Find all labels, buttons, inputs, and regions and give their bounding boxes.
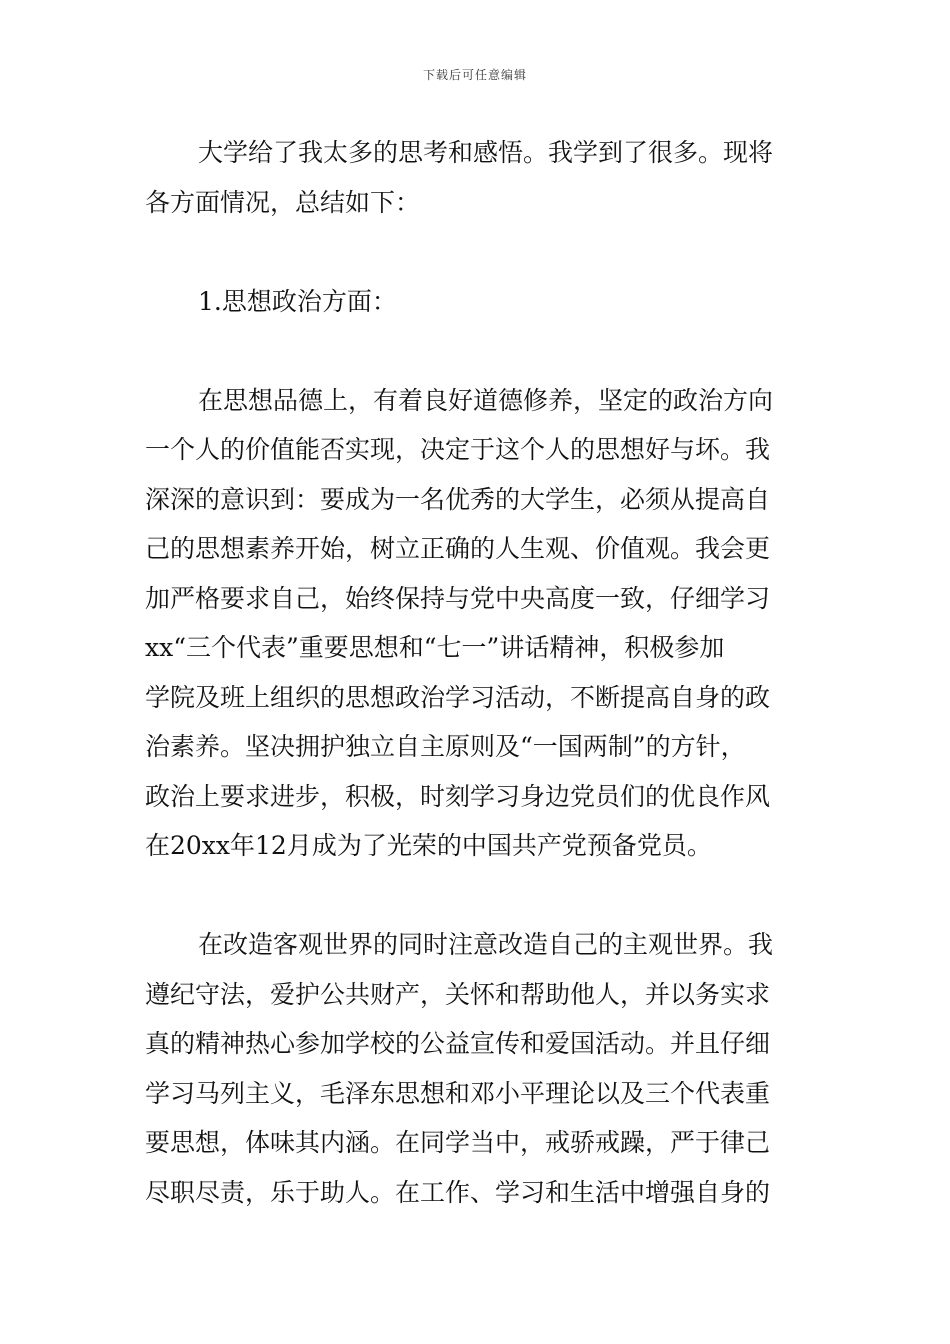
paragraph-3-line-8: 治素养。坚决拥护独立自主原则及“一国两制”的方针， xyxy=(145,732,746,761)
paragraph-3-line-7: 学院及班上组织的思想政治学习活动，不断提高自身的政 xyxy=(145,682,771,712)
paragraph-3-line-3: 深深的意识到：要成为一名优秀的大学生，必须从提高自 xyxy=(145,484,771,514)
paragraph-4-line-1: 在改造客观世界的同时注意改造自己的主观世界。我 xyxy=(198,930,774,959)
document-body xyxy=(145,128,810,1217)
paragraph-3-line-6: xx“三个代表”重要思想和“七一”讲话精神，积极参加 xyxy=(145,633,725,662)
paragraph-3-line-5: 加严格要求自己，始终保持与党中央高度一致，仔细学习 xyxy=(145,583,771,613)
paragraph-3-line-4: 己的思想素养开始，树立正确的人生观、价值观。我会更 xyxy=(145,534,771,563)
paragraph-1-line-2: 各方面情况，总结如下： xyxy=(145,187,421,217)
section-heading: 1.思想政治方面： xyxy=(198,286,397,316)
page-header: 下载后可任意编辑 xyxy=(422,68,527,82)
paragraph-4-line-6: 尽职尽责，乐于助人。在工作、学习和生活中增强自身的 xyxy=(145,1177,771,1207)
paragraph-4-line-4: 学习马列主义，毛泽东思想和邓小平理论以及三个代表重 xyxy=(145,1078,771,1108)
paragraph-4-line-3: 真的精神热心参加学校的公益宣传和爱国活动。并且仔细 xyxy=(145,1029,771,1058)
paragraph-3-line-2: 一个人的价值能否实现，决定于这个人的思想好与坏。我 xyxy=(145,435,771,464)
paragraph-4-line-5: 要思想，体味其内涵。在同学当中，戒骄戒躁，严于律己 xyxy=(145,1128,771,1157)
paragraph-1-line-1: 大学给了我太多的思考和感悟。我学到了很多。现将 xyxy=(198,138,774,167)
paragraph-3-line-10: 在20xx年12月成为了光荣的中国共产党预备党员。 xyxy=(145,831,712,860)
paragraph-3-line-9: 政治上要求进步，积极，时刻学习身边党员们的优良作风 xyxy=(145,781,771,811)
paragraph-3-line-1: 在思想品德上，有着良好道德修养，坚定的政治方向 xyxy=(198,385,774,415)
paragraph-4-line-2: 遵纪守法，爱护公共财产，关怀和帮助他人，并以务实求 xyxy=(145,979,771,1009)
